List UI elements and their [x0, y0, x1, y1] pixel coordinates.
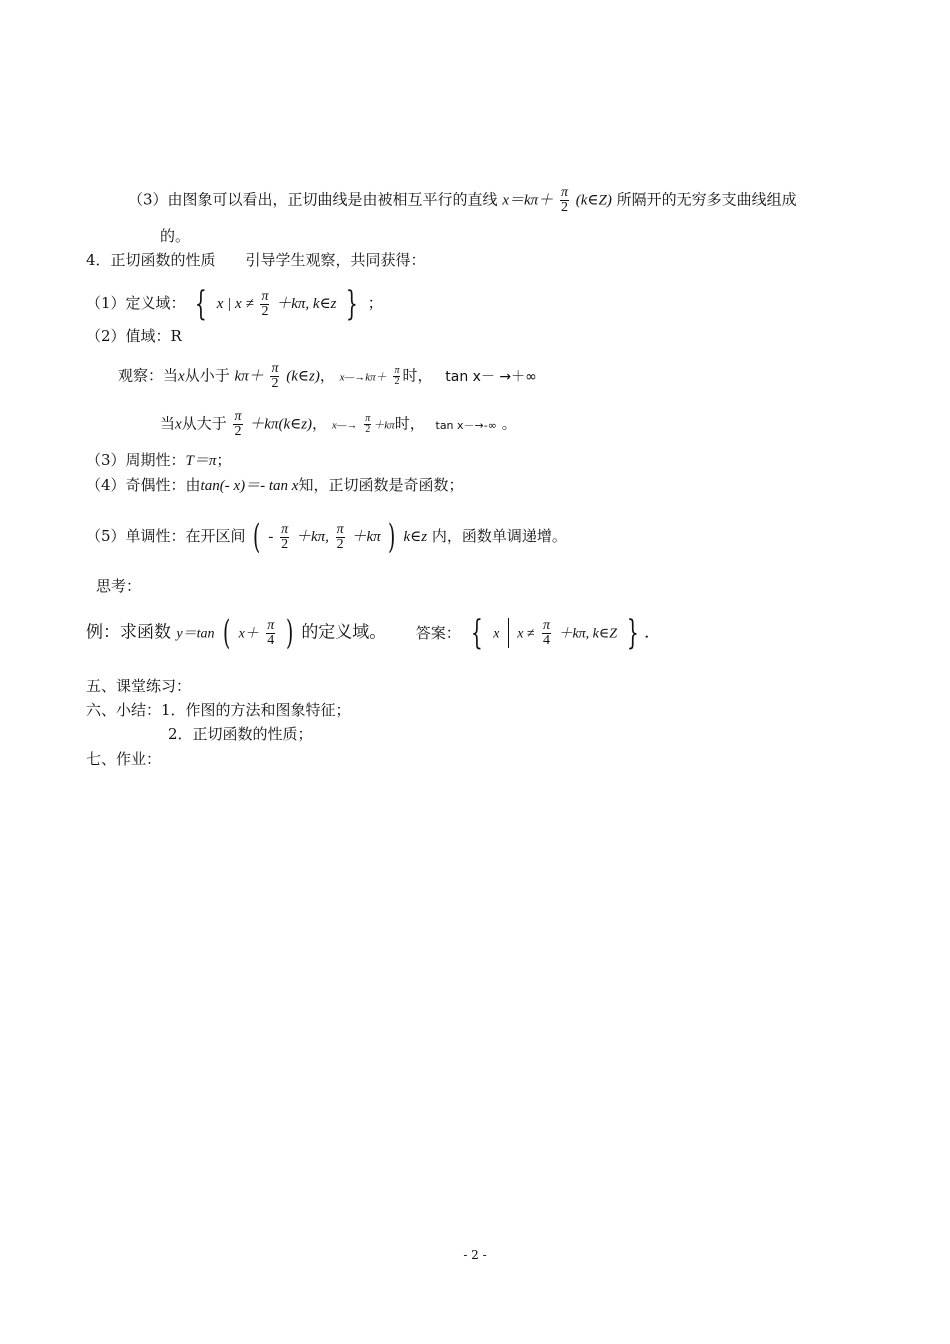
fraction: $\frac{\pi}{2}$ — [234, 409, 242, 439]
left-paren: ( — [253, 517, 261, 557]
left-paren: ( — [222, 613, 231, 653]
text: （4）奇偶性：由 — [86, 476, 201, 494]
math-expr: k∈z — [403, 529, 428, 545]
math-expr: ＋kπ — [373, 419, 395, 432]
math-expr: ＋kπ, k∈Z — [558, 626, 618, 642]
fraction: $\frac{\pi}{2}$ — [365, 413, 371, 435]
fraction: $\frac{\pi}{2}$ — [336, 521, 344, 552]
math-expr: ＋kπ, — [295, 529, 329, 545]
text-line-example: 例：求函数 y＝tan ( x＋ $\frac{\pi}{4}$ ) 的定义域。 答案： { x x ≠ $\frac{\pi}{4}$ ＋kπ, k∈Z } ． — [86, 613, 662, 653]
text: （3）周期性： — [86, 451, 186, 469]
text-line-monotonicity — [86, 517, 567, 557]
text: 知，正切函数是奇函数； — [298, 476, 464, 494]
math-expr: y＝tan — [176, 626, 215, 642]
fraction: $\frac{\pi}{2}$ — [261, 288, 269, 319]
text: 从大于 — [181, 414, 227, 433]
section-heading-properties: 4．正切函数的性质 引导学生观察，共同获得： — [86, 251, 426, 269]
text: 所隔开的无穷多支曲线组成 — [616, 190, 797, 209]
right-paren: ) — [388, 517, 396, 557]
variable: x — [175, 416, 182, 433]
fraction: $\frac{\pi}{2}$ — [560, 185, 568, 215]
math-expr: tan(- x)＝- tan x — [200, 478, 299, 494]
text: （5）单调性：在开区间 — [86, 527, 246, 545]
text: （3）由图象可以看出，正切曲线是由被相互平行的直线 — [128, 190, 498, 209]
math-expr: x—→kπ＋ — [339, 371, 387, 384]
text: 观察：当 — [118, 366, 179, 385]
text: 的定义域。 — [301, 622, 387, 643]
text: （1）定义域： — [86, 294, 186, 312]
math-expr: x＝kπ＋ — [502, 192, 554, 209]
fraction: $\frac{\pi}{2}$ — [271, 361, 279, 391]
text: 内，函数单调递增。 — [431, 527, 567, 545]
left-brace: { — [471, 613, 483, 653]
math-expr: x ≠ — [517, 626, 535, 642]
math-expr: ＋kπ(k∈z) — [249, 416, 313, 433]
fraction: $\frac{\pi}{4}$ — [543, 617, 551, 648]
math-expr: x＋ — [238, 626, 259, 642]
math-expr: ＋kπ, k∈z — [276, 296, 337, 312]
section-heading-homework: 七、作业： — [86, 750, 162, 768]
math-expr: - — [268, 529, 274, 545]
math-expr: x — [493, 626, 500, 642]
section-heading-summary: 六、小结：1．作图的方法和图象特征； — [86, 701, 351, 719]
text-line-observation-1: 观察：当x从小于 kπ＋ $\frac{\pi}{2}$ (k∈z)， x—→kπ＋ $\frac{\pi}{2}$ 时， tan x－ →＋∞ — [118, 361, 537, 391]
math-expr: x—→ — [331, 419, 358, 432]
text-line-range: （2）值域：R — [86, 327, 182, 345]
math-expr: kπ＋ — [234, 368, 264, 385]
page-number: - 2 - — [463, 1248, 487, 1262]
math-expr: x | x ≠ — [216, 296, 254, 312]
fraction: $\frac{\pi}{2}$ — [394, 365, 400, 387]
text-line-domain: （1）定义域： { x | x ≠ $\frac{\pi}{2}$ ＋kπ, k∈z } ； — [86, 284, 383, 324]
text-line-graph-observation — [128, 186, 797, 215]
math-expr: (k∈z) — [286, 368, 320, 385]
math-expr: ＋kπ — [351, 529, 381, 545]
text-line: 的。 — [160, 227, 191, 245]
text: 例：求函数 — [86, 622, 171, 643]
right-brace: } — [627, 613, 640, 653]
math-expr: T＝π — [185, 453, 217, 469]
text-line-parity — [86, 475, 463, 496]
math-expr: tan x－→-∞ — [435, 418, 497, 432]
set-bar — [508, 618, 509, 648]
variable: x — [178, 368, 185, 385]
text: 答案： — [415, 623, 461, 642]
text-line-think: 思考： — [96, 577, 142, 595]
math-expr: (k∈Z) — [575, 192, 612, 209]
right-brace: } — [346, 284, 359, 324]
summary-item-2: 2．正切函数的性质； — [168, 725, 313, 743]
fraction: $\frac{\pi}{2}$ — [281, 521, 289, 552]
math-expr: tan x－ →＋∞ — [445, 368, 537, 385]
fraction: $\frac{\pi}{4}$ — [267, 617, 275, 648]
text: 从小于 — [184, 366, 230, 385]
left-brace: { — [195, 284, 208, 324]
text-line-observation-2: 当x从大于 $\frac{\pi}{2}$ ＋kπ(k∈z)， x—→ $\frac{\pi}{2}$ ＋kπ时， tan x－→-∞ 。 — [160, 409, 517, 439]
text-line-period: （3）周期性：T＝π； — [86, 451, 232, 469]
right-paren: ) — [285, 613, 293, 653]
section-heading-practice: 五、课堂练习： — [86, 677, 192, 695]
text: 当 — [160, 414, 176, 433]
